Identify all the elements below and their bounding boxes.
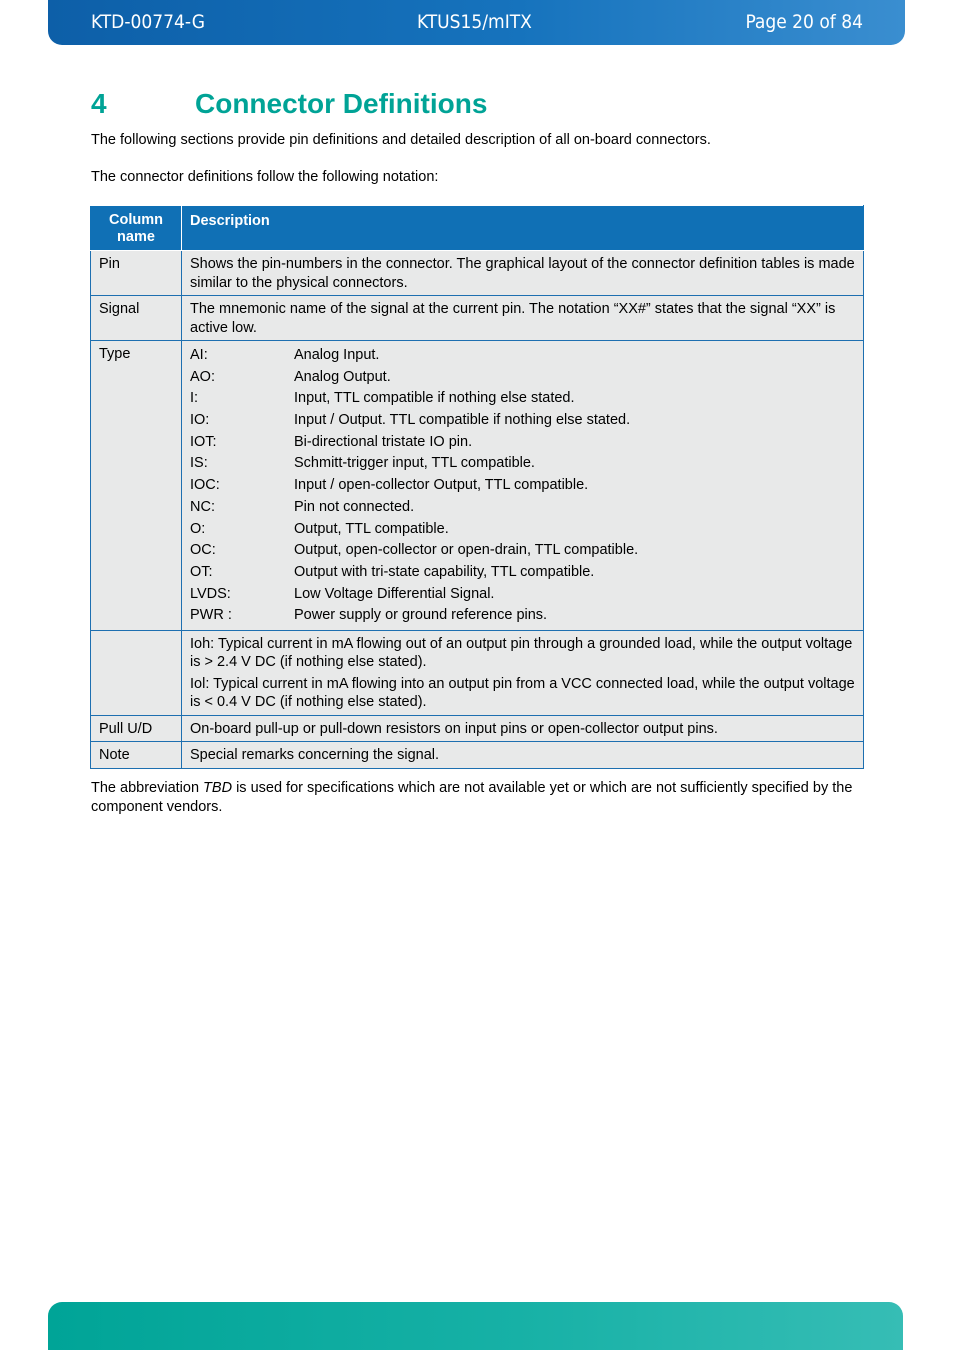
type-code: OC: <box>190 542 216 559</box>
tbd-paragraph <box>91 779 866 817</box>
type-item <box>190 475 855 497</box>
type-item <box>190 410 855 432</box>
type-item <box>190 388 855 410</box>
type-code: AI: <box>190 347 208 363</box>
table-row-current <box>91 630 864 715</box>
type-code: IOC: <box>190 477 220 494</box>
row-name: Signal <box>91 296 182 341</box>
row-description: The mnemonic name of the signal at the current pin. The notation “XX#” states that the signal “XX” is active low. <box>182 296 864 341</box>
type-code: NC: <box>190 498 215 515</box>
type-code: PWR : <box>190 607 232 624</box>
type-item <box>190 345 855 367</box>
type-item <box>190 540 855 562</box>
row-name: Type <box>91 341 182 631</box>
type-item <box>190 367 855 389</box>
type-description: Power supply or ground reference pins. <box>294 607 548 624</box>
intro-paragraph: The following sections provide pin definitions and detailed description of all on-board connectors. <box>91 132 711 148</box>
tbd-text-end: is used for specifications which are not available yet or which are not sufficiently specified by the component vendors. <box>91 780 853 815</box>
row-name <box>91 630 182 715</box>
type-description: Input / open-collector Output, TTL compatible. <box>294 477 589 494</box>
table-row-note <box>91 742 864 769</box>
type-item <box>190 519 855 541</box>
ioh-description: Ioh: Typical current in mA flowing out of an output pin through a grounded load, while the output voltage is > 2.4 V DC (if nothing else stated). <box>190 635 853 671</box>
type-code: AO: <box>190 368 215 385</box>
type-description: Bi-directional tristate IO pin. <box>294 433 473 450</box>
type-description: Schmitt-trigger input, TTL compatible. <box>294 455 535 472</box>
iol-description: Iol: Typical current in mA flowing into an output pin from a VCC connected load, while the output voltage is < 0.4 V DC (if nothing else stated). <box>190 675 855 711</box>
type-item <box>190 605 855 627</box>
page-footer <box>48 1302 903 1350</box>
type-description: Low Voltage Differential Signal. <box>294 585 495 602</box>
row-name: Pull U/D <box>91 715 182 742</box>
type-code: LVDS: <box>190 585 231 602</box>
type-item <box>190 453 855 475</box>
type-list <box>182 341 864 631</box>
type-code: IO: <box>190 412 210 429</box>
row-description: Special remarks concerning the signal. <box>182 742 864 769</box>
type-item <box>190 584 855 606</box>
type-code: I: <box>190 390 199 407</box>
description-header: Description <box>182 206 864 251</box>
row-description <box>182 630 864 715</box>
type-description: Output with tri-state capability, TTL compatible. <box>294 563 595 580</box>
table-row-pin <box>91 251 864 296</box>
header-document-id: KTD-00774-G <box>91 11 205 33</box>
table-row-signal <box>91 296 864 341</box>
notation-paragraph: The connector definitions follow the following notation: <box>91 169 439 185</box>
row-name: Note <box>91 742 182 769</box>
type-code: IS: <box>190 455 208 472</box>
section-title: Connector Definitions <box>195 88 488 119</box>
type-description: Analog Input. <box>294 347 380 363</box>
type-description: Analog Output. <box>294 368 391 385</box>
tbd-term: TBD <box>203 780 233 796</box>
type-description: Pin not connected. <box>294 498 415 515</box>
type-description: Input / Output. TTL compatible if nothing else stated. <box>294 412 631 429</box>
page-header <box>48 0 905 45</box>
header-page-number: Page 20 of 84 <box>745 11 863 33</box>
type-item <box>190 432 855 454</box>
table-row-pull <box>91 715 864 742</box>
type-code: OT: <box>190 563 213 580</box>
type-description: Input, TTL compatible if nothing else stated. <box>294 390 575 407</box>
column-name-header: Column name <box>91 206 182 251</box>
notation-table <box>90 205 864 769</box>
type-description: Output, TTL compatible. <box>294 520 449 537</box>
tbd-text-start: The abbreviation <box>91 780 204 796</box>
type-code: IOT: <box>190 433 217 450</box>
row-description: On-board pull-up or pull-down resistors on input pins or open-collector output pins. <box>182 715 864 742</box>
row-name: Pin <box>91 251 182 296</box>
header-product-name: KTUS15/mITX <box>417 11 532 33</box>
type-item <box>190 562 855 584</box>
type-item <box>190 497 855 519</box>
row-description: Shows the pin-numbers in the connector. The graphical layout of the connector definition tables is made similar to the physical connectors. <box>182 251 864 296</box>
section-number: 4 <box>91 88 107 119</box>
type-code: O: <box>190 520 206 537</box>
table-row-type <box>91 341 864 631</box>
table-header-row <box>91 206 864 251</box>
type-description: Output, open-collector or open-drain, TTL compatible. <box>294 542 639 559</box>
